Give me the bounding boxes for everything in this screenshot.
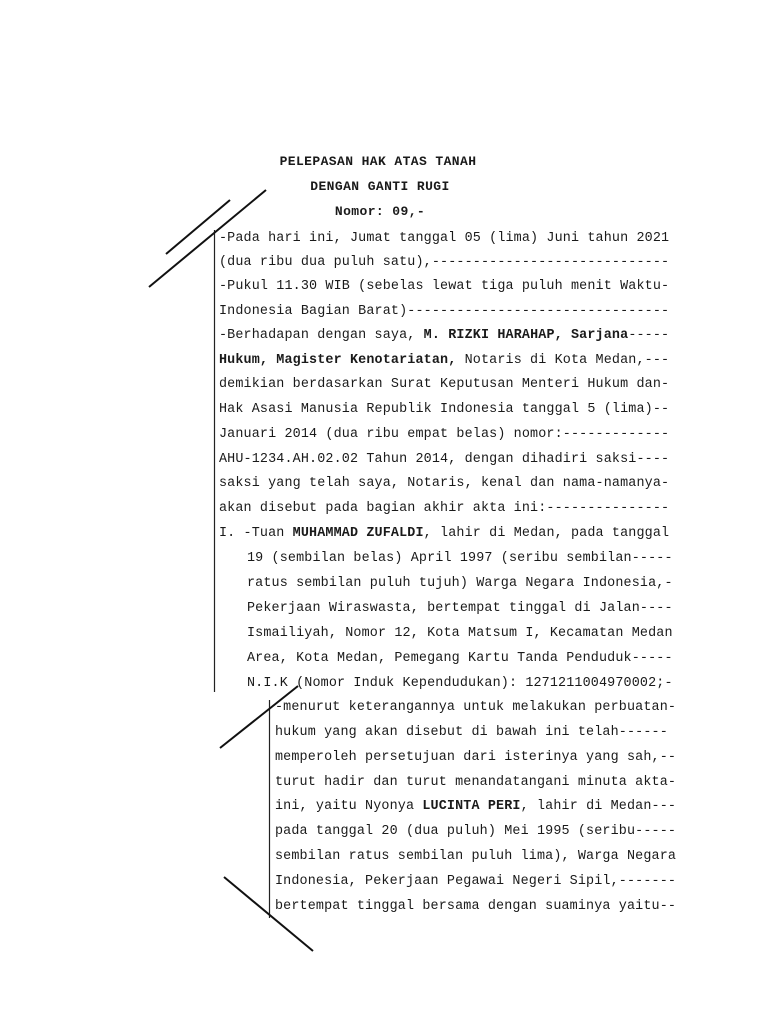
document-subtitle: DENGAN GANTI RUGI — [310, 179, 450, 194]
body-line-18: Area, Kota Medan, Pemegang Kartu Tanda Penduduk----- — [247, 651, 673, 666]
body-line-27: Indonesia, Pekerjaan Pegawai Negeri Sipil,------- — [275, 874, 677, 889]
body-text: ----- — [628, 328, 670, 343]
body-line-5 — [219, 327, 669, 345]
body-line-13 — [219, 525, 669, 543]
body-line-22: memperoleh persetujuan dari isterinya yang sah,-- — [275, 750, 677, 765]
body-line-16: Pekerjaan Wiraswasta, bertempat tinggal di Jalan---- — [247, 601, 673, 616]
body-line-1: -Pada hari ini, Jumat tanggal 05 (lima) Juni tahun 2021 — [219, 231, 670, 246]
document-number: Nomor: 09,- — [334, 204, 426, 219]
body-text: ini, yaitu Nyonya — [275, 799, 423, 814]
body-line-17: Ismailiyah, Nomor 12, Kota Matsum I, Kecamatan Medan — [247, 626, 673, 641]
notary-degree: Hukum, Magister Kenotariatan, — [219, 353, 457, 368]
body-line-12: akan disebut pada bagian akhir akta ini:--------------- — [219, 501, 670, 516]
body-line-26: sembilan ratus sembilan puluh lima), Warga Negara — [275, 849, 677, 864]
notary-name: M. RIZKI HARAHAP, Sarjana — [423, 328, 629, 343]
body-line-3: -Pukul 11.30 WIB (sebelas lewat tiga puluh menit Waktu- — [219, 279, 670, 294]
body-text: -Berhadapan dengan saya, — [219, 328, 424, 343]
body-line-9: Januari 2014 (dua ribu empat belas) nomor:------------- — [219, 427, 670, 442]
body-line-25: pada tanggal 20 (dua puluh) Mei 1995 (seribu----- — [275, 824, 677, 839]
body-text: I. -Tuan — [219, 526, 293, 541]
body-line-24 — [275, 798, 676, 816]
body-line-7: demikian berdasarkan Surat Keputusan Menteri Hukum dan- — [219, 377, 670, 392]
body-line-10: AHU-1234.AH.02.02 Tahun 2014, dengan dihadiri saksi---- — [219, 452, 670, 467]
body-line-6 — [219, 352, 669, 370]
body-text: Notaris di Kota Medan,--- — [456, 353, 670, 368]
body-line-23: turut hadir dan turut menandatangani minuta akta- — [275, 775, 677, 790]
spouse-name: LUCINTA PERI — [422, 799, 521, 814]
body-text: , lahir di Medan--- — [520, 799, 677, 814]
body-line-14: 19 (sembilan belas) April 1997 (seribu sembilan----- — [247, 551, 673, 566]
body-line-21: hukum yang akan disebut di bawah ini telah------ — [275, 725, 668, 740]
body-line-8: Hak Asasi Manusia Republik Indonesia tanggal 5 (lima)-- — [219, 402, 670, 417]
document-title: PELEPASAN HAK ATAS TANAH — [279, 154, 477, 169]
body-line-2: (dua ribu dua puluh satu),----------------------------- — [219, 255, 670, 270]
body-text: , lahir di Medan, pada tanggal — [423, 526, 670, 541]
body-line-20: -menurut keterangannya untuk melakukan perbuatan- — [275, 700, 677, 715]
body-line-28: bertempat tinggal bersama dengan suaminya yaitu-- — [275, 899, 677, 914]
body-line-4: Indonesia Bagian Barat)-------------------------------- — [219, 304, 670, 319]
body-line-19: N.I.K (Nomor Induk Kependudukan): 1271211004970002;- — [247, 676, 673, 691]
party-name: MUHAMMAD ZUFALDI — [292, 526, 424, 541]
body-line-11: saksi yang telah saya, Notaris, kenal dan nama-namanya- — [219, 476, 670, 491]
body-line-15: ratus sembilan puluh tujuh) Warga Negara Indonesia,- — [247, 576, 673, 591]
